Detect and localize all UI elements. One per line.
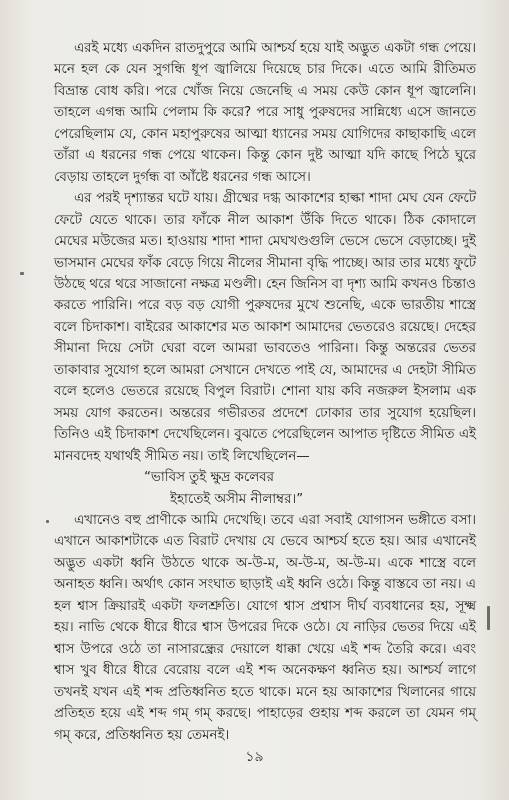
paragraph: এর পরই দৃশ্যান্তর ঘটে যায়। গ্রীষ্মের দগ্ধ আকাশের হাল্কা শাদা মেঘ যেন ফেটে ফেটে যেতে থাকে। তার ফাঁকে নীল আকাশ উঁকি দিতে থাকে। ঠিক কোদালে মেঘের মউজের মত। হাওয়ায় শাদা শাদা মেঘখণ্ডগুলি ভেসে ভেসে বেড়াচ্ছে। দুই ভাসমান মেঘের ফাঁক বেড়ে গিয়ে নীলের সীমানা বৃদ্ধি পাচ্ছে। আর তার মধ্যে ফুটে উঠছে থরে থরে সাজানো নক্ষত্র মণ্ডলী। হেন জিনিস বা দৃশ্য আমি কখনও চিন্তাও করতে পারিনি। পরে বড় বড় যোগী পুরুষদের মুখে শুনেছি, একে ভারতীয় শাস্ত্রে বলে চিদাকাশ। বাইরের আকাশের মত আকাশ আমাদের ভেতরেও রয়েছে। দেহের সীমানা দিয়ে সেটা ঘেরা বলে আমরা ভাবতেও পারিনা। কিন্তু অন্তরের ভেতর তাকাবার সুযোগ হলে আমরা সেখানে দেখতে পাই যে, আমাদের এ দেহটা সীমিত বলে হলেও ভেতরে রয়েছে বিপুল বিরাট। শোনা যায় কবি নজরুল ইসলাম এক সময় যোগ করতেন। অন্তরের গভীরতর প্রদেশে ঢোকার তার সুযোগ হয়েছিল। তিনিও এই চিদাকাশ দেখেছিলেন। বুঝতে পেরেছিলেন আপাত দৃষ্টিতে সীমিত এই মানবদেহ যথার্থই সীমিত নয়। তাই লিখেছিলেন—	[54, 191, 477, 464]
margin-mark	[487, 606, 490, 630]
verse-line: ইহাতেই অসীম নীলাম্বর।”	[170, 491, 304, 507]
verse-line: “ভাবিস তুই ক্ষুদ্র কলেবর	[144, 470, 275, 486]
verse-quote	[54, 467, 476, 510]
margin-mark	[20, 272, 24, 275]
paragraph: এরই মধ্যে একদিন রাতদুপুরে আমি আশ্চর্য হয়ে যাই অদ্ভুত একটা গন্ধ পেয়ে। মনে হল কে যেন সুগন্ধি ধূপ জ্বালিয়ে দিয়েছে চার দিকে। এতে আমি রীতিমত বিভ্রান্ত বোধ করি। পরে খোঁজ নিয়ে জেনেছি এ সময় কেউ কোন ধূপ জ্বালেনি। তাহলে এগন্ধ আমি পেলাম কি করে? পরে সাধু পুরুষদের সান্নিধ্যে এসে জানতে পেরেছিলাম যে, কোন মহাপুরুষের আত্মা ধ্যানের সময় যোগিদের কাছাকাছি এলে তাঁরা এ ধরনের গন্ধ পেয়ে থাকেন। কিন্তু কোন দুষ্ট আত্মা যদি কাছে পিঠে ঘুরে বেড়ায় তাহলে দুর্গন্ধ বা আঁষ্টে ধরনের গন্ধ আসে।	[54, 41, 476, 185]
page-number: ১৯	[245, 749, 264, 765]
margin-mark	[46, 520, 49, 523]
paragraph: এখানেও বহু প্রাণীকে আমি দেখেছি। তবে এরা সবাই যোগাসন ভঙ্গীতে বসা। এখানে আকাশটাকে এত বিরাট দেখায় যে ভেবে আশ্চর্য হতে হয়। আর এখানেই অদ্ভুত একটা ধ্বনি উঠতে থাকে অ-উ-ম, অ-উ-ম, অ-উ-ম। একে শাস্ত্রে বলে অনাহত ধ্বনি। অর্থাৎ কোন সংঘাত ছাড়াই এই ধ্বনি ওঠে। কিন্তু বাস্তবে তা নয়। এ হল শ্বাস ক্রিয়ারই একটা ফলশ্রুতি। যোগে শ্বাস প্রশ্বাস দীর্ঘ ব্যবধানের হয়, সূক্ষ্ম হয়। নাভি থেকে ধীরে ধীরে শ্বাস উপরের দিকে ওঠে। যে নাড়ির ভেতর দিয়ে এই শ্বাস উপরে ওঠে তা নাসারন্ধ্রের দেয়ালে ধাক্কা খেয়ে এই শব্দ তৈরি করে। এবং শ্বাস খুব ধীরে ধীরে বেরোয় বলে এই শব্দ অনেকক্ষণ ধ্বনিত হয়। আশ্চর্য লাগে তখনই যখন এই শব্দ প্রতিধ্বনিত হতে থাকে। মনে হয় আকাশের খিলানের গায়ে প্রতিহত হয়ে এই শব্দ গম্ গম্ করছে। পাহাড়ের গুহায় শব্দ করলে তা যেমন গম্ গম্ করে, প্রতিধ্বনিত হয় তেমনই।	[54, 512, 476, 743]
body-text	[54, 38, 476, 746]
